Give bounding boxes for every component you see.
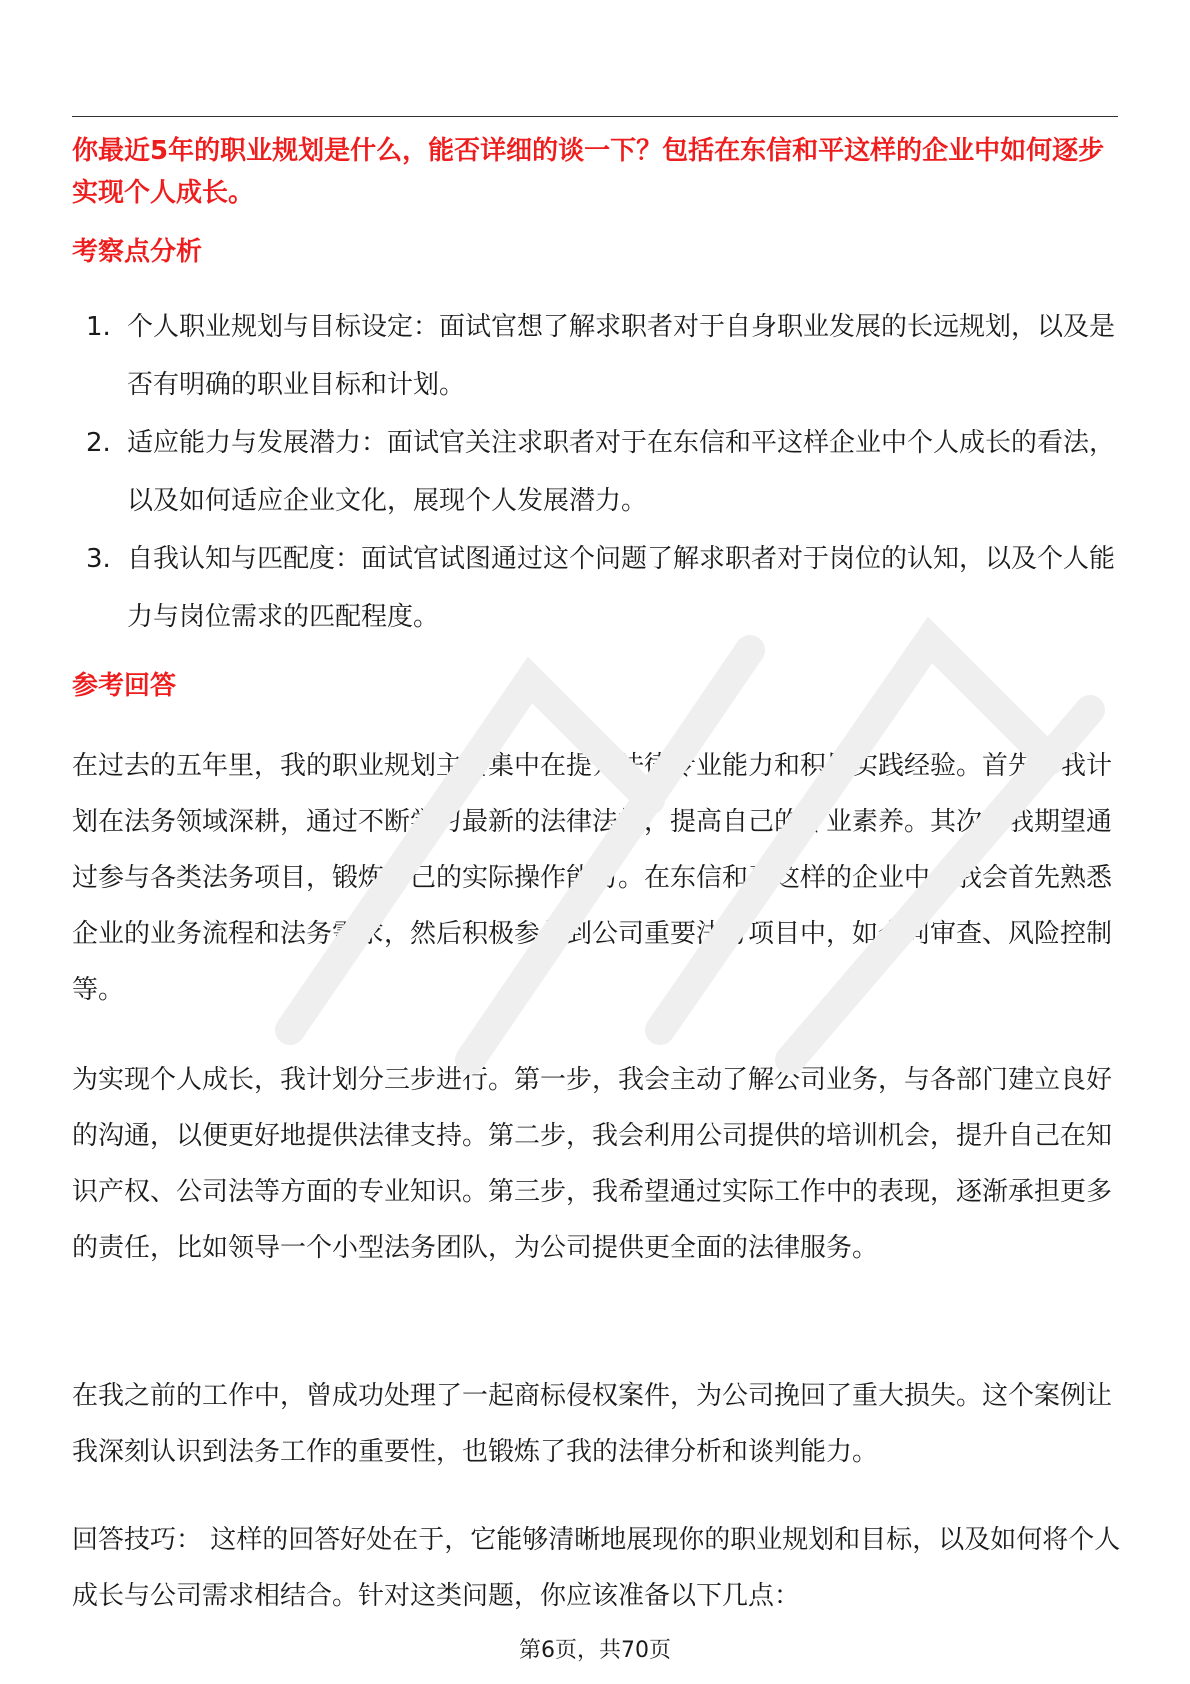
- answer-heading: 参考回答: [72, 671, 177, 701]
- question-title: 你最近5年的职业规划是什么，能否详细的谈一下？包括在东信和平这样的企业中如何逐步实现个人成长。: [72, 136, 1105, 208]
- answer-paragraph: 为实现个人成长，我计划分三步进行。第一步，我会主动了解公司业务，与各部门建立良好的沟通，以便更好地提供法律支持。第二步，我会利用公司提供的培训机会，提升自己在知识产权、公司法等方面的专业知识。第三步，我希望通过实际工作中的表现，逐渐承担更多的责任，比如领导一个小型法务团队，为公司提供更全面的法律服务。: [72, 1065, 1113, 1263]
- analysis-heading: 考察点分析: [72, 237, 203, 267]
- point-number: 3.: [86, 544, 111, 574]
- analysis-point: [72, 298, 1122, 414]
- point-number: 2.: [86, 428, 111, 458]
- answer-paragraph: 在过去的五年里，我的职业规划主要集中在提升法律专业能力和积累实践经验。首先，我计划在法务领域深耕，通过不断学习最新的法律法规，提高自己的专业素养。其次，我期望通过参与各类法务项目，锻炼自己的实际操作能力。在东信和平这样的企业中，我会首先熟悉企业的业务流程和法务需求，然后积极参与到公司重要法务项目中，如合同审查、风险控制等。: [72, 751, 1113, 1005]
- point-text: 适应能力与发展潜力：面试官关注求职者对于在东信和平这样企业中个人成长的看法，以及如何适应企业文化，展现个人发展潜力。: [127, 428, 1116, 516]
- analysis-points: [72, 298, 1122, 646]
- page-footer: 第6页，共70页: [519, 1638, 671, 1663]
- answer-paragraph: 在我之前的工作中，曾成功处理了一起商标侵权案件，为公司挽回了重大损失。这个案例让我深刻认识到法务工作的重要性，也锻炼了我的法律分析和谈判能力。: [72, 1381, 1113, 1467]
- analysis-point: [72, 530, 1122, 646]
- point-number: 1.: [86, 312, 111, 342]
- point-text: 自我认知与匹配度：面试官试图通过这个问题了解求职者对于岗位的认知，以及个人能力与岗位需求的匹配程度。: [127, 544, 1116, 632]
- tips-paragraph: 回答技巧： 这样的回答好处在于，它能够清晰地展现你的职业规划和目标，以及如何将个人成长与公司需求相结合。针对这类问题，你应该准备以下几点：: [72, 1525, 1121, 1611]
- top-rule: [72, 116, 1118, 117]
- analysis-point: [72, 414, 1122, 530]
- point-text: 个人职业规划与目标设定：面试官想了解求职者对于自身职业发展的长远规划，以及是否有明确的职业目标和计划。: [127, 312, 1116, 400]
